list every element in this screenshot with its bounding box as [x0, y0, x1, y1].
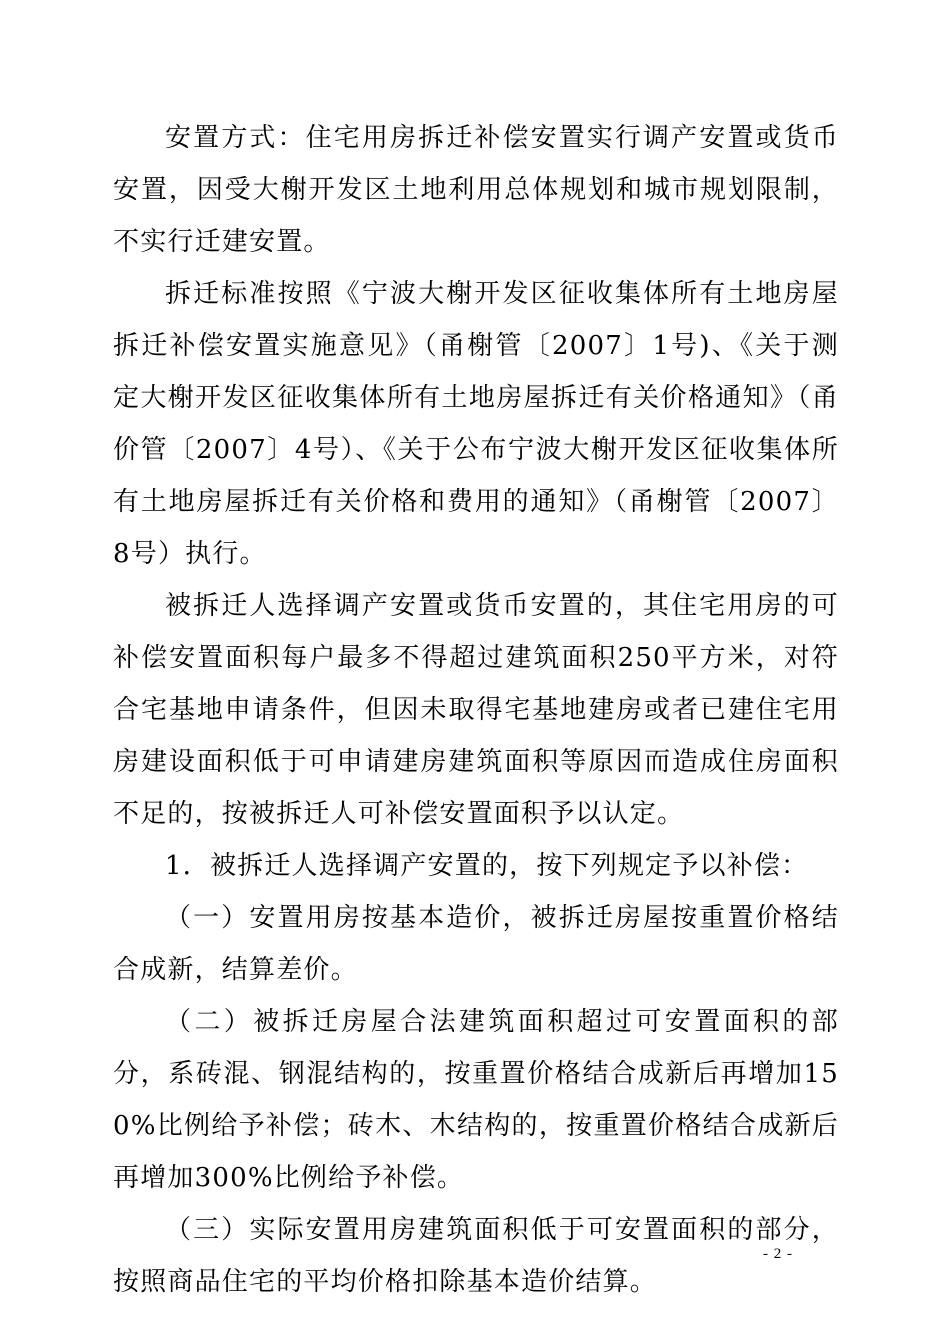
paragraph-resettlement-method: 安置方式：住宅用房拆迁补偿安置实行调产安置或货币安置，因受大榭开发区土地利用总体规划和城市规划限制，不实行迁建安置。	[113, 123, 839, 257]
page-number: - 2 -	[763, 1246, 793, 1262]
paragraph-subitem-1: （一）安置用房按基本造价，被拆迁房屋按重置价格结合成新，结算差价。	[113, 903, 839, 985]
paragraph-subitem-3: （三）实际安置用房建筑面积低于可安置面积的部分，按照商品住宅的平均价格扣除基本造价结算。	[113, 1215, 839, 1297]
paragraph-compensation-area: 被拆迁人选择调产安置或货币安置的，其住宅用房的可补偿安置面积每户最多不得超过建筑面积250平方米，对符合宅基地申请条件，但因未取得宅基地建房或者已建住宅用房建设面积低于可申请建房建筑面积等原因而造成住房面积不足的，按被拆迁人可补偿安置面积予以认定。	[113, 591, 839, 829]
paragraph-demolition-standards: 拆迁标准按照《宁波大榭开发区征收集体所有土地房屋拆迁补偿安置实施意见》（甬榭管〔2007〕1号)、《关于测定大榭开发区征收集体所有土地房屋拆迁有关价格通知》（甬价管〔2007〕4号）、《关于公布宁波大榭开发区征收集体所有土地房屋拆迁有关价格和费用的通知》（甬榭管〔2007〕8号）执行。	[113, 279, 839, 569]
paragraph-subitem-2: （二）被拆迁房屋合法建筑面积超过可安置面积的部分，系砖混、钢混结构的，按重置价格结合成新后再增加150%比例给予补偿；砖木、木结构的，按重置价格结合成新后再增加300%比例给予补偿。	[113, 1007, 839, 1193]
document-body	[113, 112, 839, 1308]
paragraph-item-1: 1．被拆迁人选择调产安置的，按下列规定予以补偿：	[165, 851, 809, 881]
